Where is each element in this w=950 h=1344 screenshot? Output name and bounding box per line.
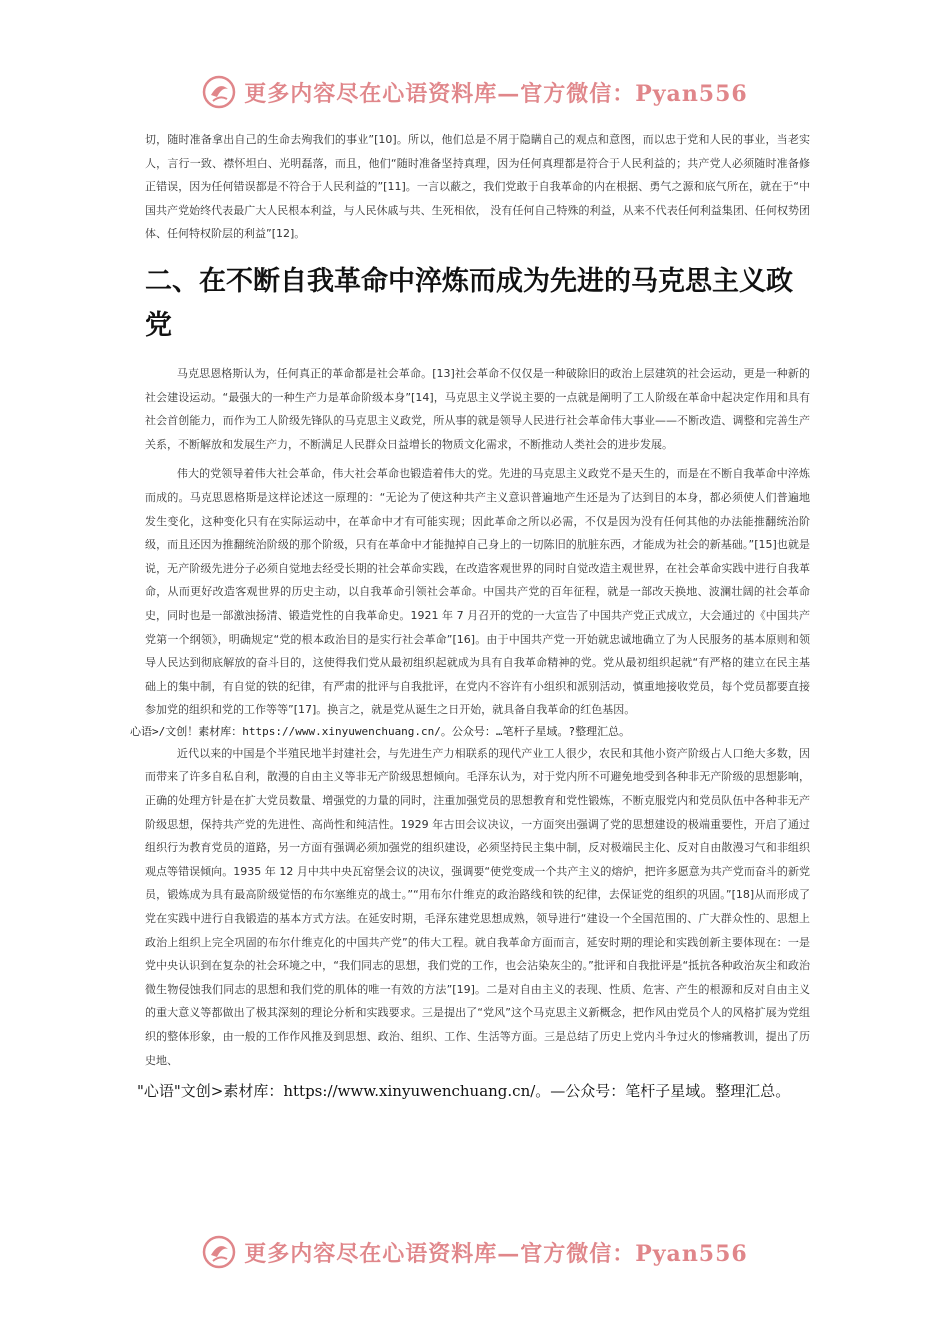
source-note-small: 心语>/文创！素材库：https://www.xinyuwenchuang.cn/。公众号：…笔杆子星域。?整理汇总。 xyxy=(130,724,631,738)
bottom-watermark-banner xyxy=(0,1232,950,1272)
document-body xyxy=(130,128,810,1106)
banner-text: 更多内容尽在心语资料库—官方微信：Pyan556 xyxy=(244,80,748,107)
lead-paragraph: 切，随时准备拿出自己的生命去殉我们的事业”[10]。所以，他们总是不屑于隐瞒自己的观点和意图，而以忠于党和人民的事业，当老实人，言行一致、襟怀坦白、光明磊落，而且，他们“随时准备坚持真理，因为任何真理都是符合于人民利益的；共产党人必须随时准备修正错误，因为任何错误都是不符合于人民利益的”[11]。一言以蔽之，我们党敢于自我革命的内在根据、勇气之源和底气所在，就在于“中国共产党始终代表最广大人民根本利益，与人民休戚与共、生死相依， 没有任何自己特殊的利益，从来不代表任何利益集团、任何权势团体、任何特权阶层的利益”[12]。 xyxy=(145,133,810,241)
section-heading: 二、在不断自我革命中淬炼而成为先进的马克思主义政党 xyxy=(145,265,793,341)
banner-text: 更多内容尽在心语资料库—官方微信：Pyan556 xyxy=(244,1240,748,1267)
brand-logo-icon xyxy=(202,75,236,109)
body-paragraph: 马克思恩格斯认为，任何真正的革命都是社会革命。[13]社会革命不仅仅是一种破除旧的政治上层建筑的社会运动，更是一种新的社会建设运动。“最强大的一种生产力是革命阶级本身”[14]，马克思主义学说主要的一点就是阐明了工人阶级在革命中起决定作用和具有社会首创能力，而作为工人阶级先锋队的马克思主义政党，所从事的就是领导人民进行社会革命伟大事业——不断改造、调整和完善生产关系，不断解放和发展生产力，不断满足人民群众日益增长的物质文化需求，不断推动人类社会的进步发展。 xyxy=(145,366,810,451)
brand-logo-icon xyxy=(202,1235,236,1269)
body-paragraph: 近代以来的中国是个半殖民地半封建社会，与先进生产力相联系的现代产业工人很少，农民和其他小资产阶级占人口绝大多数，因而带来了许多自私自利，散漫的自由主义等非无产阶级思想倾向。毛泽东认为，对于党内所不可避免地受到各种非无产阶级的思想影响，正确的处理方针是在扩大党员数量、增强党的力量的同时，注重加强党员的思想教育和党性锻炼，不断克服党内和党员队伍中各种非无产阶级思想，保持共产党的先进性、高尚性和纯洁性。1929 年古田会议决议，一方面突出强调了党的思想建设的极端重要性，开启了通过组织行为教育党员的道路，另一方面有强调必须加强党的组织建设，必须坚持民主集中制，反对极端民主化、反对自由散漫习气和非组织观点等错误倾向。1935 年 12 月中共中央瓦窑堡会议的决议，强调要“使党变成一个共产主义的熔炉，把许多愿意为共产党而奋斗的新党员，锻炼成为具有最高阶级觉悟的布尔塞维克的战士。”“用布尔什维克的政治路线和铁的纪律，去保证党的组织的巩固。”[18]从而形成了党在实践中进行自我锻造的基本方式方法。在延安时期，毛泽东建党思想成熟，领导进行“建设一个全国范围的、广大群众性的、思想上政治上组织上完全巩固的布尔什维克化的中国共产党”的伟大工程。就自我革命方面而言，延安时期的理论和实践创新主要体现在：一是党中央认识到在复杂的社会环境之中，“我们同志的思想，我们党的工作，也会沾染灰尘的。”批评和自我批评是“抵抗各种政治灰尘和政治微生物侵蚀我们同志的思想和我们党的肌体的唯一有效的方法”[19]。二是对自由主义的表现、性质、危害、产生的根源和反对自由主义的重大意义等都做出了极其深刻的理论分析和实践要求。三是提出了“党风”这个马克思主义新概念，把作风由党员个人的风格扩展为党组织的整体形象，由一般的工作作风推及到思想、政治、组织、工作、生活等方面。三是总结了历史上党内斗争过火的惨痛教训，提出了历史地、 xyxy=(145,746,810,1067)
top-watermark-banner xyxy=(0,72,950,112)
source-note-large: "心语"文创>素材库：https://www.xinyuwenchuang.cn/。—公众号：笔杆子星域。整理汇总。 xyxy=(137,1082,791,1101)
body-paragraph: 伟大的党领导着伟大社会革命，伟大社会革命也锻造着伟大的党。先进的马克思主义政党不是天生的，而是在不断自我革命中淬炼而成的。马克思恩格斯是这样论述这一原理的：“无论为了使这种共产主义意识普遍地产生还是为了达到目的本身，都必须使人们普遍地发生变化，这种变化只有在实际运动中，在革命中才有可能实现；因此革命之所以必需，不仅是因为没有任何其他的办法能推翻统治阶级，而且还因为推翻统治阶级的那个阶级，只有在革命中才能抛掉自己身上的一切陈旧的肮脏东西，才能成为社会的新基础。”[15]也就是说，无产阶级先进分子必须自觉地去经受长期的社会革命实践，在改造客观世界的同时自觉改造主观世界，在社会革命实践中进行自我革命，从而更好改造客观世界的历史主动，以自我革命引领社会革命。中国共产党的百年征程，就是一部改天换地、波澜壮阔的社会革命史，同时也是一部激浊扬清、锻造党性的自我革命史。1921 年 7 月召开的党的一大宣告了中国共产党正式成立，大会通过的《中国共产党第一个纲领》，明确规定“党的根本政治目的是实行社会革命”[16]。由于中国共产党一开始就忠诚地确立了为人民服务的基本原则和领导人民达到彻底解放的奋斗目的，这使得我们党从最初组织起就成为具有自我革命精神的党。党从最初组织起就“有严格的建立在民主基础上的集中制，有自觉的铁的纪律，有严肃的批评与自我批评，在党内不容许有小组织和派别活动，慎重地接收党员，每个党员都要直接参加党的组织和党的工作等等”[17]。换言之，就是党从诞生之日开始，就具备自我革命的红色基因。 xyxy=(145,467,810,717)
